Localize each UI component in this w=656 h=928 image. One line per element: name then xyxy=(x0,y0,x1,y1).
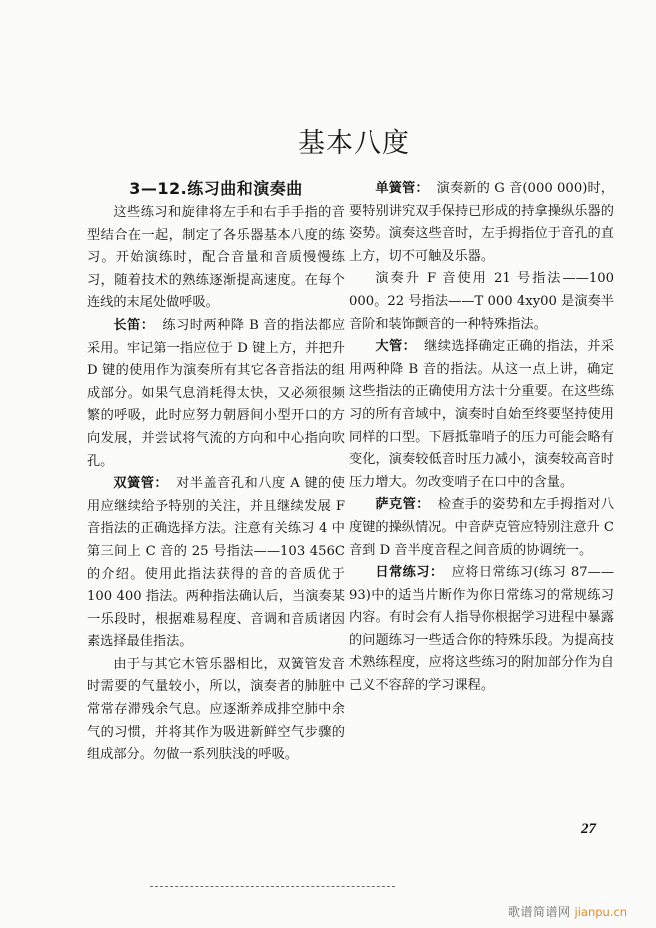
watermark-url: jianpu.cn xyxy=(574,905,628,919)
paragraph-text: 对半盖音孔和八度 A 键的使用应继续给予特别的关注，并且继续发展 F 音指法的正确选择方法。注意有关练习 4 中第三间上 C 音的 25 号指法——103 456C 的介绍。使用此指法获得的音的音质优于 100 400 指法。两种指法确认后，当演奏某一乐段时，根据难易程度、音调和音质诸因素选择最佳指法。 xyxy=(87,476,345,650)
paragraph-intro xyxy=(87,202,345,315)
paragraph-text: 演奏升 F 音使用 21 号指法——100 000。22 号指法——T 000 4xy00 是演奏半音阶和装饰颤音的一种特殊指法。 xyxy=(349,271,614,332)
paragraph-lead: 长笛： xyxy=(113,317,155,333)
left-column xyxy=(87,178,345,767)
section-heading: 3—12.练习曲和演奏曲 xyxy=(129,179,303,198)
paragraph-lead: 大管： xyxy=(375,339,417,355)
paragraph-text: 继续选择确定正确的指法，并采用两种降 B 音的指法。从这一点上讲，确定这些指法的正确使用方法十分重要。在这些练习的所有音域中，演奏时自始至终要坚持使用同样的口型。下唇抵靠哨子的压力可能会略有变化，演奏较低音时压力减小，演奏较高音时压力增大。勿改变哨子在口中的含量。 xyxy=(349,339,615,490)
footer-divider xyxy=(150,886,395,887)
right-column xyxy=(349,178,614,698)
paragraph-text: 由于与其它木管乐器相比，双簧管发音时需要的气量较小，所以，演奏者的肺脏中常常存滞残余气息。应逐渐养成排空肺中余气的习惯，并将其作为吸进新鲜空气步骤的组成部分。勿做一系列肤浅的呼吸。 xyxy=(87,656,345,763)
page-title: 基本八度 xyxy=(298,128,410,160)
paragraph-clarinet xyxy=(349,178,614,268)
paragraph-saxophone xyxy=(349,494,614,562)
watermark xyxy=(508,903,627,920)
paragraph-text: 这些练习和旋律将左手和右手手指的音型结合在一起，制定了各乐器基本八度的练习。开始演练时，配合音量和音质慢慢练习，随着技术的熟练逐渐提高速度。在每个连线的末尾处做呼吸。 xyxy=(87,205,345,311)
paragraph-lead: 日常练习： xyxy=(375,565,444,581)
paragraph-lead: 单簧管： xyxy=(375,181,429,196)
paragraph-bassoon xyxy=(349,336,614,494)
paragraph-clarinet-fsharp xyxy=(349,268,614,336)
paragraph-oboe-breath xyxy=(87,654,345,767)
paragraph-text: 检查手的姿势和左手拇指对八度键的操纵情况。中音萨克管应特别注意升 C 音到 D 音半度音程之间音质的协调统一。 xyxy=(349,497,615,558)
paragraph-lead: 萨克管： xyxy=(375,497,430,513)
paragraph-text: 演奏新的 G 音(000 000)时，要特别讲究双手保持已形成的持拿操纵乐器的姿势。演奏这些音时，左手拇指位于音孔的直上方，切不可触及乐器。 xyxy=(349,181,614,264)
paragraph-flute xyxy=(87,315,345,473)
paragraph-lead: 双簧管： xyxy=(113,476,169,492)
paragraph-oboe xyxy=(87,473,345,654)
paragraph-text: 应将日常练习(练习 87——93)中的适当片断作为你日常练习的常规练习内容。有时会有人指导你根据学习进程中暴露的问题练习一些适合你的特殊乐段。为提高技术熟练程度，应将这些练习的附加部分作为自己义不容辞的学习课程。 xyxy=(349,565,615,694)
watermark-site-name: 歌谱简谱网 xyxy=(508,905,571,919)
paragraph-text: 练习时两种降 B 音的指法都应采用。牢记第一指应位于 D 键上方，并把升 D 键的使用作为演奏所有其它各音指法的组成部分。如果气息消耗得太快，又必须很频繁的呼吸，此时应努力朝唇间小型开口的方向发展，并尝试将气流的方向和中心指向吹孔。 xyxy=(87,317,346,469)
paragraph-daily-practice xyxy=(349,562,614,698)
page-number: 27 xyxy=(581,821,596,837)
